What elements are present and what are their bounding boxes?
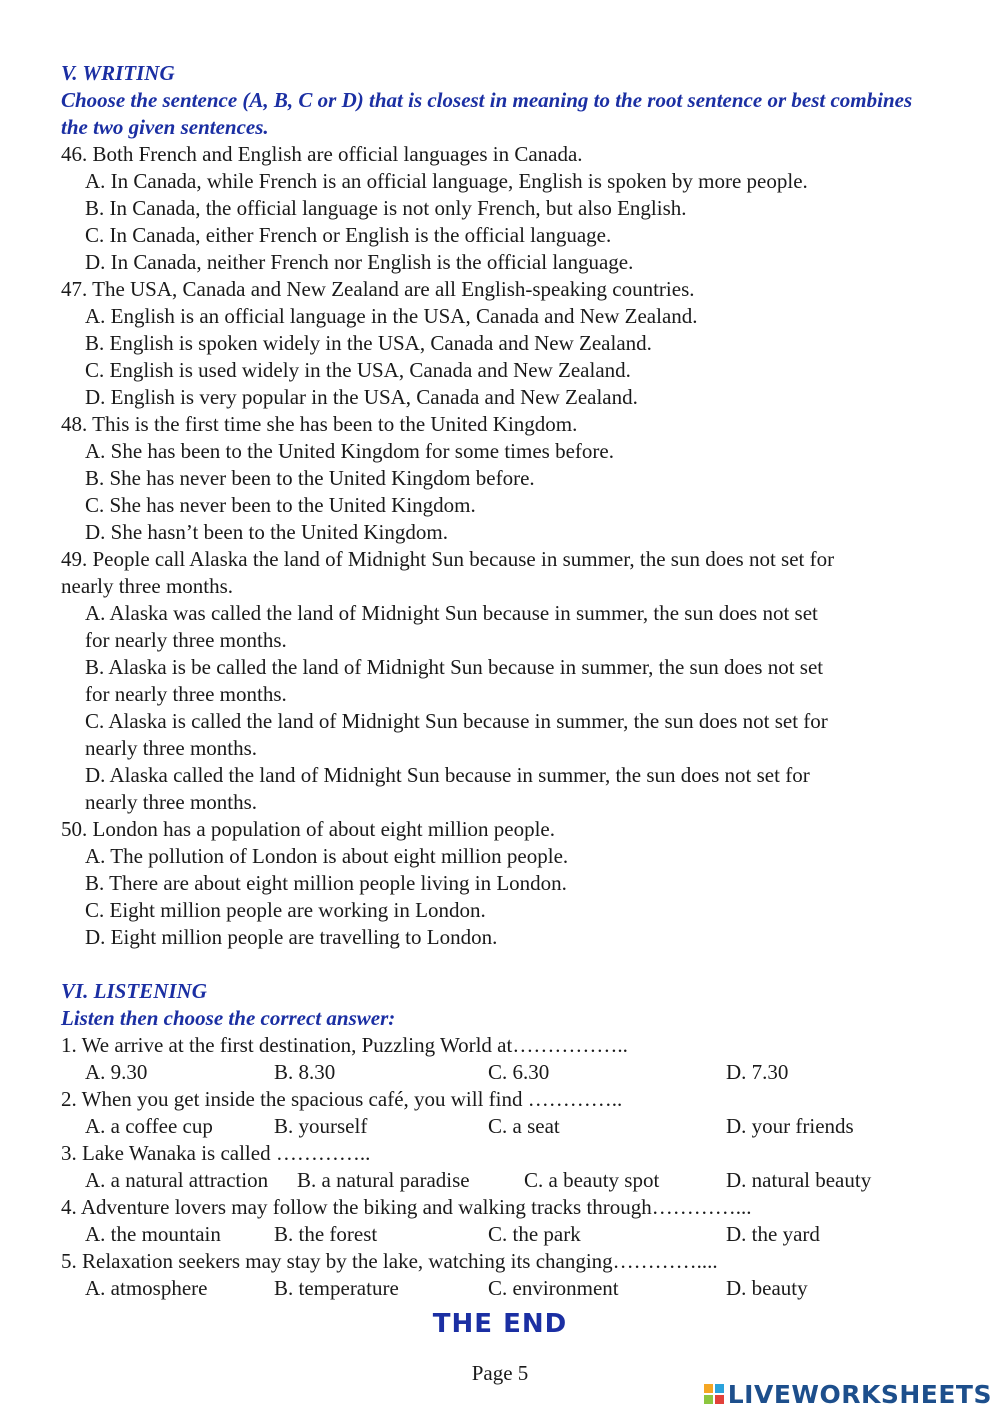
option-d: D. your friends <box>726 1114 854 1138</box>
listening-question-3 <box>61 1140 941 1194</box>
option-d: D. the yard <box>726 1222 820 1246</box>
option-c-line-2: nearly three months. <box>85 736 258 760</box>
listening-question-1 <box>61 1032 941 1086</box>
option-b: B. She has never been to the United Kingdom before. <box>85 466 535 490</box>
question-stem: 3. Lake Wanaka is called ………….. <box>61 1141 371 1165</box>
option-b: B. temperature <box>274 1276 399 1300</box>
the-end-banner: THE END <box>432 1309 568 1339</box>
page-number: Page 5 <box>471 1361 529 1385</box>
option-b: B. yourself <box>274 1114 368 1138</box>
listening-question-4 <box>61 1194 941 1248</box>
liveworksheets-logo[interactable] <box>704 1379 992 1409</box>
listening-section-title: VI. LISTENING <box>61 979 207 1003</box>
question-46 <box>61 141 941 276</box>
option-b: B. the forest <box>274 1222 378 1246</box>
liveworksheets-logo-text: LIVEWORKSHEETS <box>727 1379 992 1409</box>
option-a: A. a coffee cup <box>85 1114 213 1138</box>
option-b: B. There are about eight million people living in London. <box>85 871 567 895</box>
option-a: A. atmosphere <box>85 1276 208 1300</box>
listening-instruction: Listen then choose the correct answer: <box>61 1006 396 1030</box>
options-row <box>61 1113 941 1140</box>
option-a: A. In Canada, while French is an official language, English is spoken by more people. <box>85 169 808 193</box>
option-d: D. natural beauty <box>726 1168 872 1192</box>
options-row <box>61 1275 941 1302</box>
option-d-line-2: nearly three months. <box>85 790 258 814</box>
option-c-line-1: C. Alaska is called the land of Midnight Sun because in summer, the sun does not set for <box>85 709 828 733</box>
question-49 <box>61 546 941 816</box>
question-50 <box>61 816 941 951</box>
question-stem: 2. When you get inside the spacious café, you will find ………….. <box>61 1087 623 1111</box>
option-b-line-1: B. Alaska is be called the land of Midnight Sun because in summer, the sun does not set <box>85 655 824 679</box>
question-stem: 48. This is the first time she has been to the United Kingdom. <box>61 412 578 436</box>
option-a: A. She has been to the United Kingdom for some times before. <box>85 439 614 463</box>
option-b-line-2: for nearly three months. <box>85 682 287 706</box>
option-a-line-2: for nearly three months. <box>85 628 287 652</box>
worksheet-page <box>61 60 941 1302</box>
liveworksheets-logo-icon <box>704 1384 724 1404</box>
question-stem-line-2: nearly three months. <box>61 574 234 598</box>
option-c: C. Eight million people are working in London. <box>85 898 486 922</box>
option-d: D. English is very popular in the USA, Canada and New Zealand. <box>85 385 638 409</box>
option-d: D. Eight million people are travelling to London. <box>85 925 498 949</box>
question-stem: 46. Both French and English are official languages in Canada. <box>61 142 583 166</box>
question-stem: 50. London has a population of about eight million people. <box>61 817 556 841</box>
option-c: C. the park <box>488 1222 581 1246</box>
option-a: A. a natural attraction <box>85 1168 269 1192</box>
option-d-line-1: D. Alaska called the land of Midnight Sun because in summer, the sun does not set for <box>85 763 810 787</box>
option-c: C. environment <box>488 1276 619 1300</box>
option-b: B. English is spoken widely in the USA, Canada and New Zealand. <box>85 331 652 355</box>
option-a-line-1: A. Alaska was called the land of Midnight Sun because in summer, the sun does not set <box>85 601 818 625</box>
option-a: A. the mountain <box>85 1222 221 1246</box>
option-d: D. beauty <box>726 1276 808 1300</box>
option-d: D. She hasn’t been to the United Kingdom. <box>85 520 448 544</box>
question-stem: 5. Relaxation seekers may stay by the lake, watching its changing………….... <box>61 1249 718 1273</box>
options-row <box>61 1221 941 1248</box>
option-c: C. a beauty spot <box>524 1168 660 1192</box>
writing-section-title: V. WRITING <box>61 61 175 85</box>
question-48 <box>61 411 941 546</box>
listening-question-5 <box>61 1248 941 1302</box>
question-stem: 1. We arrive at the first destination, Puzzling World at…………….. <box>61 1033 628 1057</box>
option-b: B. In Canada, the official language is not only French, but also English. <box>85 196 687 220</box>
option-a: A. The pollution of London is about eight million people. <box>85 844 569 868</box>
question-stem: 47. The USA, Canada and New Zealand are all English-speaking countries. <box>61 277 695 301</box>
options-row <box>61 1059 941 1086</box>
option-b: B. 8.30 <box>274 1060 336 1084</box>
option-d: D. 7.30 <box>726 1060 789 1084</box>
option-c: C. English is used widely in the USA, Canada and New Zealand. <box>85 358 631 382</box>
listening-question-2 <box>61 1086 941 1140</box>
option-c: C. a seat <box>488 1114 560 1138</box>
options-row <box>61 1167 941 1194</box>
section-spacer <box>61 951 941 978</box>
question-stem: 4. Adventure lovers may follow the biking and walking tracks through…………... <box>61 1195 752 1219</box>
option-c: C. In Canada, either French or English is the official language. <box>85 223 612 247</box>
question-stem-line-1: 49. People call Alaska the land of Midnight Sun because in summer, the sun does not set for <box>61 547 835 571</box>
option-c: C. 6.30 <box>488 1060 550 1084</box>
option-b: B. a natural paradise <box>297 1168 470 1192</box>
question-47 <box>61 276 941 411</box>
option-d: D. In Canada, neither French nor English is the official language. <box>85 250 634 274</box>
option-c: C. She has never been to the United Kingdom. <box>85 493 476 517</box>
writing-instruction: Choose the sentence (A, B, C or D) that is closest in meaning to the root sentence or best combines the two given sentences. <box>61 88 913 139</box>
option-a: A. English is an official language in the USA, Canada and New Zealand. <box>85 304 698 328</box>
option-a: A. 9.30 <box>85 1060 148 1084</box>
